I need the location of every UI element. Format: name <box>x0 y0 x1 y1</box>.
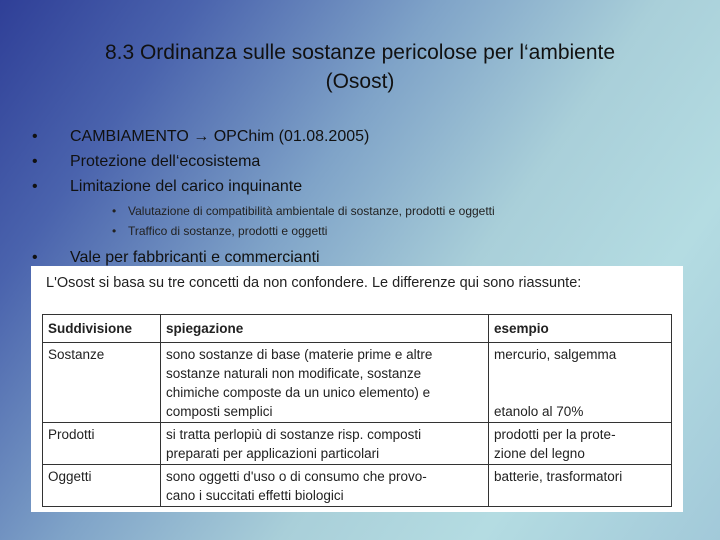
header-suddivisione: Suddivisione <box>43 315 161 343</box>
sub-bullet-marker: • <box>112 224 117 238</box>
bullet-item <box>30 174 690 199</box>
explanation-line: sono sostanze di base (materie prime e altre <box>166 347 433 362</box>
bullet-text-cambiamento: CAMBIAMENTO → OPChim (01.08.2005) <box>70 128 370 145</box>
bullet-marker: • <box>32 153 38 170</box>
cell-explanation <box>161 465 489 507</box>
bullet-item <box>30 149 690 174</box>
example-line: etanolo al 70% <box>494 404 584 419</box>
explanation-line: sono oggetti d'uso o di consumo che provo- <box>166 469 427 484</box>
explanation-line: cano i succitati effetti biologici <box>166 488 344 503</box>
cell-term-sostanze: Sostanze <box>43 343 161 423</box>
cell-example <box>489 423 672 465</box>
cell-explanation <box>161 343 489 423</box>
table-row <box>43 423 672 465</box>
sub-bullet-item <box>112 201 690 221</box>
sub-bullet-list <box>30 201 690 241</box>
table-row <box>43 343 672 423</box>
table-header-row <box>43 315 672 343</box>
example-line: zione del legno <box>494 446 585 461</box>
concepts-table <box>42 314 672 507</box>
header-spiegazione: spiegazione <box>161 315 489 343</box>
explanation-line: si tratta perlopiù di sostanze risp. composti <box>166 427 422 442</box>
cell-example <box>489 465 672 507</box>
bullet-marker: • <box>32 128 38 145</box>
slide-title <box>40 38 680 96</box>
cell-term-oggetti: Oggetti <box>43 465 161 507</box>
example-line: prodotti per la prote- <box>494 427 616 442</box>
table-intro-text: L'Osost si basa su tre concetti da non confondere. Le differenze qui sono riassunte: <box>46 275 582 291</box>
bullet-list <box>30 124 690 270</box>
bullet-marker: • <box>32 249 38 266</box>
explanation-line: chimiche composte da un unico elemento) e <box>166 385 431 400</box>
bullet-text-vale-per: Vale per fabbricanti e commercianti <box>70 249 320 266</box>
bullet-text-protezione: Protezione dell‘ecosistema <box>70 153 261 170</box>
sub-bullet-text-valutazione: Valutazione di compatibilità ambientale di sostanze, prodotti e oggetti <box>128 204 495 218</box>
explanation-line: preparati per applicazioni particolari <box>166 446 380 461</box>
cell-example <box>489 343 672 423</box>
table-row <box>43 465 672 507</box>
sub-bullet-text-traffico: Traffico di sostanze, prodotti e oggetti <box>128 224 328 238</box>
bullet-marker: • <box>32 178 38 195</box>
example-line: mercurio, salgemma <box>494 347 617 362</box>
bullet-item <box>30 124 690 149</box>
sub-bullet-item <box>112 221 690 241</box>
cell-explanation <box>161 423 489 465</box>
slide-title-line-2: (Osost) <box>325 70 395 93</box>
bullet-text-limitazione: Limitazione del carico inquinante <box>70 178 303 195</box>
cell-term-prodotti: Prodotti <box>43 423 161 465</box>
sub-bullet-marker: • <box>112 204 117 218</box>
embedded-table-image <box>31 266 683 512</box>
explanation-line: sostanze naturali non modificate, sostanze <box>166 366 422 381</box>
example-line: batterie, trasformatori <box>494 469 623 484</box>
slide-title-line-1: 8.3 Ordinanza sulle sostanze pericolose per l‘ambiente <box>104 41 616 64</box>
explanation-line: composti semplici <box>166 404 273 419</box>
header-esempio: esempio <box>489 315 672 343</box>
